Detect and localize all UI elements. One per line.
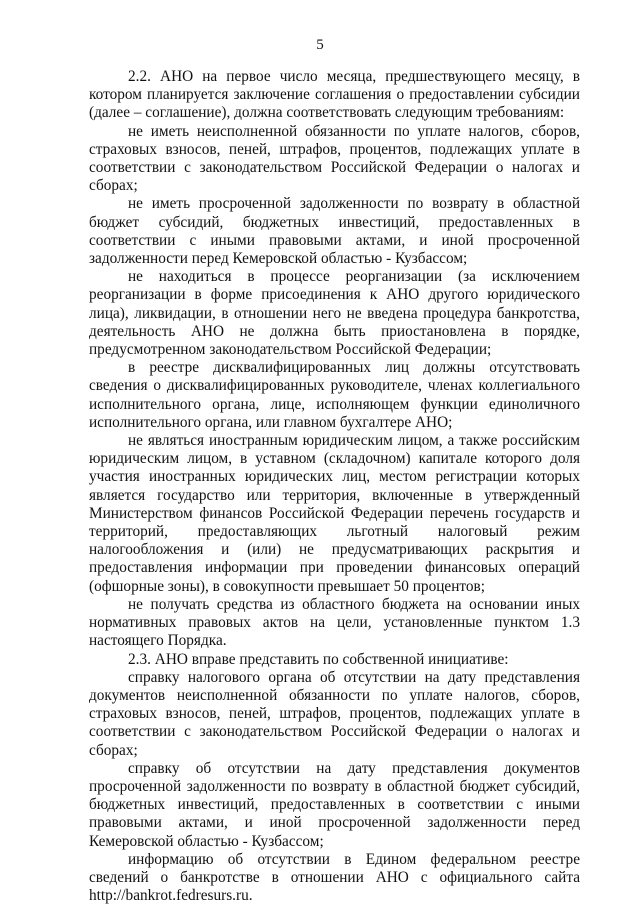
requirement-not-foreign-entity: не являться иностранным юридическим лицом, а также российским юридическим лицом, в уставном (складочном) капитале которого доля участия иностранных юридических лиц, местом регистрации которых является государство или территория, включенные в утвержденный Министерством финансов Российской Федерации перечень государств и территорий, предоставляющих льготный налоговый режим налогообложения и (или) не предусматривающих раскрытия и предоставления информации при проведении финансовых операций (офшорные зоны), в совокупности превышает 50 процентов; bbox=[89, 432, 580, 595]
requirement-no-reorganization: не находиться в процессе реорганизации (за исключением реорганизации в форме присоединения к АНО другого юридического лица), ликвидации, в отношении него не введена процедура банкротства, деятельность АНО не должна быть приостановлена в порядке, предусмотренном законодательством Российской Федерации; bbox=[89, 268, 580, 359]
paragraph-2-3: 2.3. АНО вправе представить по собственной инициативе: bbox=[128, 650, 509, 668]
requirement-disqualified-registry: в реестре дисквалифицированных лиц должны отсутствовать сведения о дисквалифицированных руководителе, членах коллегиального исполнительного органа, лице, исполняющем функции единоличного исполнительного органа, или главном бухгалтере АНО; bbox=[89, 359, 580, 431]
optional-bankruptcy-info: информацию об отсутствии в Едином федеральном реестре сведений о банкротстве в отношении АНО с официального сайта http://bankrot.fedresurs.ru. bbox=[89, 850, 580, 905]
requirement-no-overdue-debt: не иметь просроченной задолженности по возврату в областной бюджет субсидий, бюджетных инвестиций, предоставленных в соответствии с иными правовыми актами, и иной просроченной задолженности перед Кемеровской областью - Кузбассом; bbox=[89, 195, 580, 268]
page-number: 5 bbox=[316, 37, 324, 53]
optional-tax-certificate: справку налогового органа об отсутствии на дату представления документов неисполненной обязанности по уплате налогов, сборов, страховых взносов, пеней, штрафов, процентов, подлежащих уплате в соответствии с законодательством Российской Федерации о налогах и сборах; bbox=[89, 668, 580, 759]
document-body bbox=[89, 68, 580, 905]
optional-debt-certificate: справку об отсутствии на дату представления документов просроченной задолженности по возврату в областной бюджет субсидий, бюджетных инвестиций, предоставленных в соответствии с иными правовыми актами, и иной просроченной задолженности перед Кемеровской областью - Кузбассом; bbox=[89, 759, 580, 850]
requirement-no-other-funds: не получать средства из областного бюджета на основании иных нормативных правовых актов на цели, установленные пунктом 1.3 настоящего Порядка. bbox=[89, 595, 580, 650]
paragraph-2-2: 2.2. АНО на первое число месяца, предшествующего месяцу, в котором планируется заключение соглашения о предоставлении субсидии (далее – соглашение), должна соответствовать следующим требованиям: bbox=[89, 68, 580, 122]
requirement-no-tax-debt: не иметь неисполненной обязанности по уплате налогов, сборов, страховых взносов, пеней, штрафов, процентов, подлежащих уплате в соответствии с законодательством Российской Федерации о налогах и сборах; bbox=[89, 122, 580, 195]
